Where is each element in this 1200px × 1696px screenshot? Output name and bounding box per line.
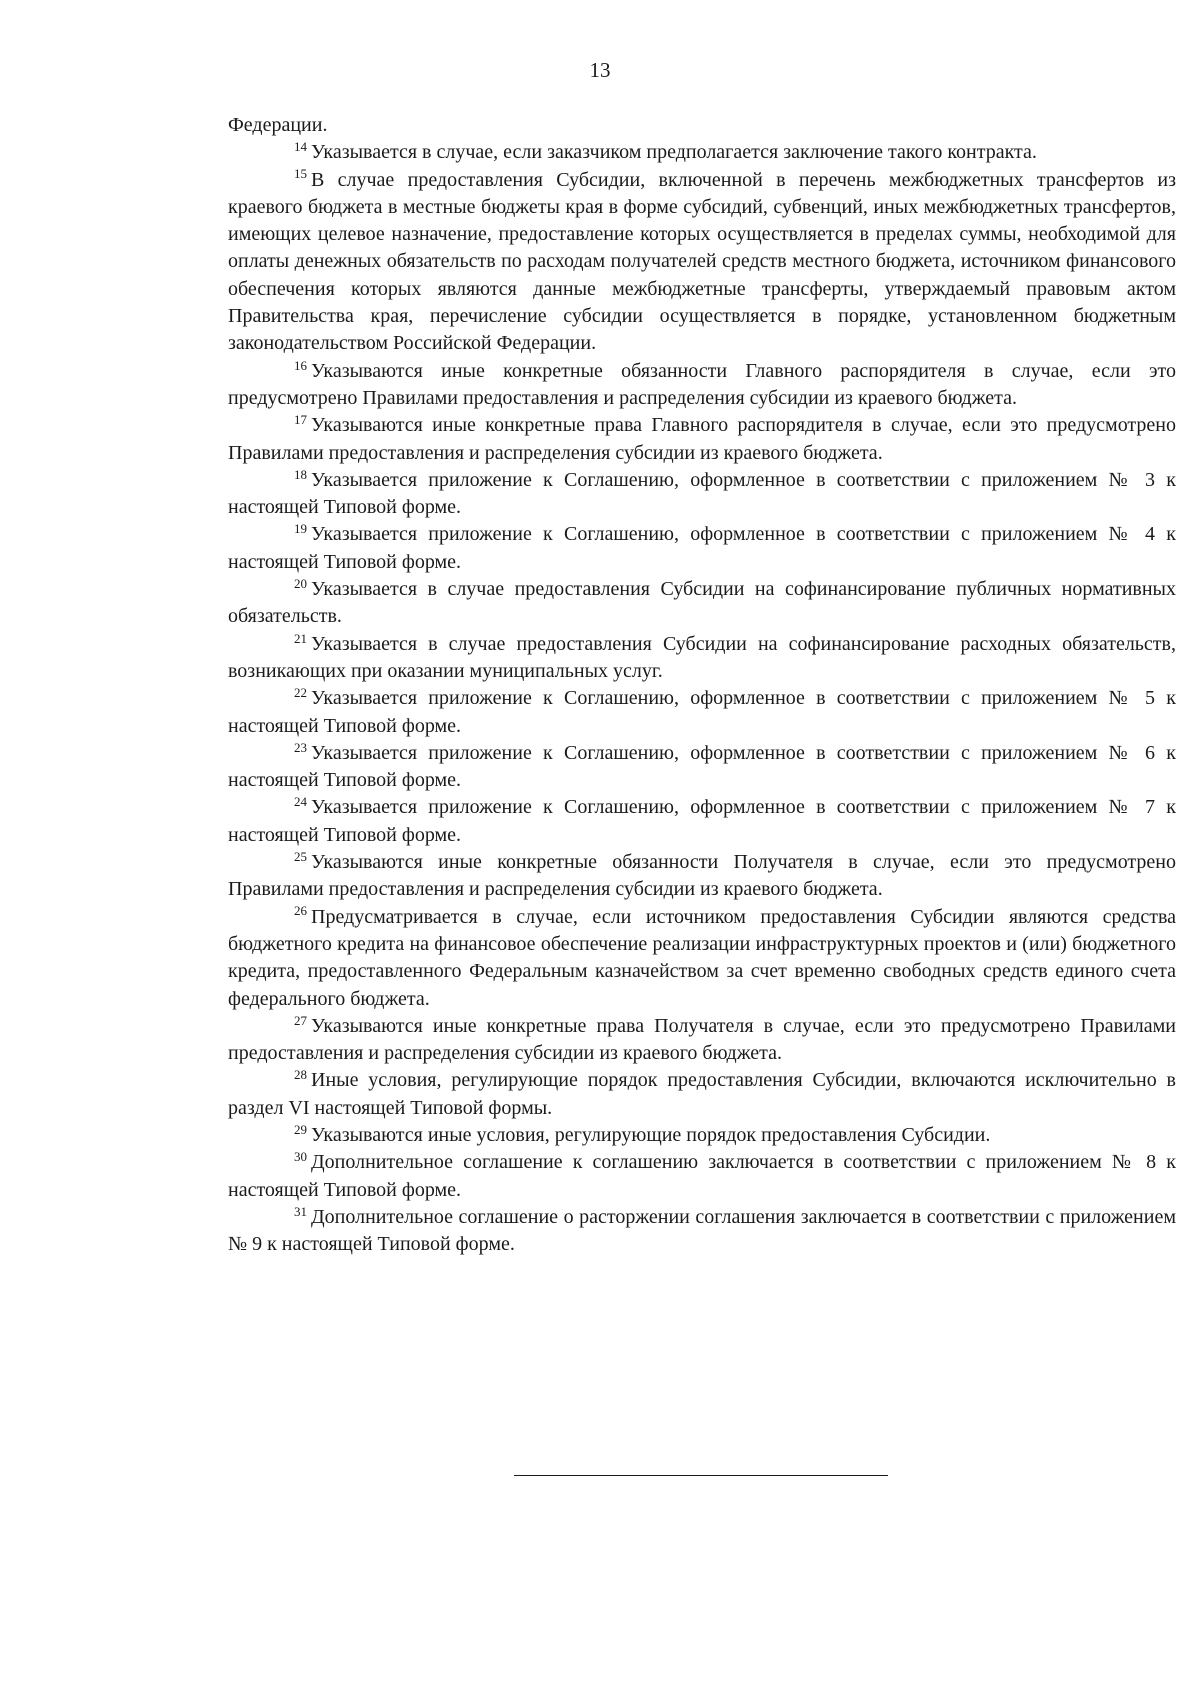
footnote-marker: 21 — [294, 630, 307, 646]
footnote-24 — [228, 794, 1176, 849]
footnote-marker: 23 — [294, 739, 307, 755]
footnote-marker: 14 — [294, 139, 307, 155]
footnote-marker: 22 — [294, 685, 307, 701]
footnote-30 — [228, 1149, 1176, 1204]
end-separator-line — [514, 1475, 888, 1476]
footnote-text: Указываются иные конкретные права Получателя в случае, если это предусмотрено Правилами предоставления и распределения субсидии из краевого бюджета. — [228, 1014, 1176, 1065]
footnote-21 — [228, 631, 1176, 686]
footnote-text: Указываются иные конкретные обязанности Главного распорядителя в случае, если это предусмотрено Правилами предоставления и распределения субсидии из краевого бюджета. — [228, 359, 1176, 409]
footnote-text: Указываются иные условия, регулирующие порядок предоставления Субсидии. — [311, 1123, 991, 1146]
footnote-22 — [228, 685, 1176, 740]
footnote-31 — [228, 1204, 1176, 1259]
footnote-text: Указывается в случае, если заказчиком предполагается заключение такого контракта. — [311, 141, 1037, 164]
footnote-marker: 18 — [294, 466, 307, 482]
footnote-26 — [228, 904, 1176, 1013]
footnote-17 — [228, 412, 1176, 467]
footnote-marker: 24 — [294, 794, 307, 810]
continued-text: Федерации. — [228, 114, 328, 136]
footnote-16 — [228, 358, 1176, 413]
footnote-marker: 20 — [294, 575, 307, 591]
footnote-15 — [228, 167, 1176, 358]
footnote-text: Указываются иные конкретные обязанности Получателя в случае, если это предусмотрено Правилами предоставления и распределения субсидии из краевого бюджета. — [228, 851, 1176, 901]
footnotes-section — [228, 112, 1176, 1258]
footnote-29 — [228, 1122, 1176, 1149]
footnote-text: Указывается приложение к Соглашению, оформленное в соответствии с приложением № 6 к настоящей Типовой форме. — [228, 741, 1176, 792]
footnote-text: В случае предоставления Субсидии, включенной в перечень межбюджетных трансфертов из краевого бюджета в местные бюджеты края в форме субсидий, субвенций, иных межбюджетных трансфертов, имеющих целевое назначение, предоставление которых осуществляется в пределах суммы, необходимой для оплаты денежных обязательств по расходам получателей средств местного бюджета, источником финансового обеспечения которых являются данные межбюджетные трансферты, утверждаемый правовым актом Правительства края, перечисление субсидии осуществляется в порядке, установленном бюджетным законодательством Российской Федерации. — [228, 168, 1176, 355]
footnote-marker: 30 — [294, 1149, 307, 1165]
footnote-marker: 31 — [294, 1203, 307, 1219]
footnote-text: Иные условия, регулирующие порядок предоставления Субсидии, включаются исключительно в раздел VI настоящей Типовой формы. — [228, 1069, 1176, 1119]
footnote-marker: 29 — [294, 1121, 307, 1137]
footnote-text: Указывается приложение к Соглашению, оформленное в соответствии с приложением № 3 к настоящей Типовой форме. — [228, 468, 1176, 519]
footnote-text: Указываются иные конкретные права Главного распорядителя в случае, если это предусмотрено Правилами предоставления и распределения субсидии из краевого бюджета. — [228, 414, 1176, 464]
footnote-text: Указывается приложение к Соглашению, оформленное в соответствии с приложением № 4 к настоящей Типовой форме. — [228, 523, 1176, 573]
footnote-text: Указывается в случае предоставления Субсидии на софинансирование публичных нормативных обязательств. — [228, 578, 1176, 628]
footnote-14 — [228, 139, 1176, 166]
footnote-28 — [228, 1067, 1176, 1122]
footnote-text: Дополнительное соглашение к соглашению заключается в соответствии с приложением № 8 к настоящей Типовой форме. — [228, 1151, 1176, 1201]
footnote-text: Указывается приложение к Соглашению, оформленное в соответствии с приложением № 5 к настоящей Типовой форме. — [228, 687, 1176, 737]
footnote-marker: 27 — [294, 1012, 307, 1028]
footnote-text: Дополнительное соглашение о расторжении соглашения заключается в соответствии с приложением № 9 к настоящей Типовой форме. — [228, 1205, 1176, 1256]
footnote-23 — [228, 740, 1176, 795]
footnote-marker: 15 — [294, 166, 307, 182]
page-number: 13 — [589, 58, 611, 82]
footnote-text: Указывается приложение к Соглашению, оформленное в соответствии с приложением № 7 к настоящей Типовой форме. — [228, 796, 1176, 846]
footnote-19 — [228, 521, 1176, 576]
footnote-marker: 19 — [294, 521, 307, 537]
footnote-text: Предусматривается в случае, если источником предоставления Субсидии являются средства бюджетного кредита на финансовое обеспечение реализации инфраструктурных проектов и (или) бюджетного кредита, предоставленного Федеральным казначейством за счет временно свободных средств единого счета федерального бюджета. — [228, 905, 1176, 1010]
footnote-text: Указывается в случае предоставления Субсидии на софинансирование расходных обязательств, возникающих при оказании муниципальных услуг. — [228, 632, 1176, 682]
footnote-marker: 25 — [294, 848, 307, 864]
footnote-marker: 17 — [294, 412, 307, 428]
footnote-27 — [228, 1013, 1176, 1068]
footnote-18 — [228, 467, 1176, 522]
footnote-marker: 28 — [294, 1067, 307, 1083]
footnote-25 — [228, 849, 1176, 904]
footnote-20 — [228, 576, 1176, 631]
footnote-marker: 26 — [294, 903, 307, 919]
footnote-marker: 16 — [294, 357, 307, 373]
